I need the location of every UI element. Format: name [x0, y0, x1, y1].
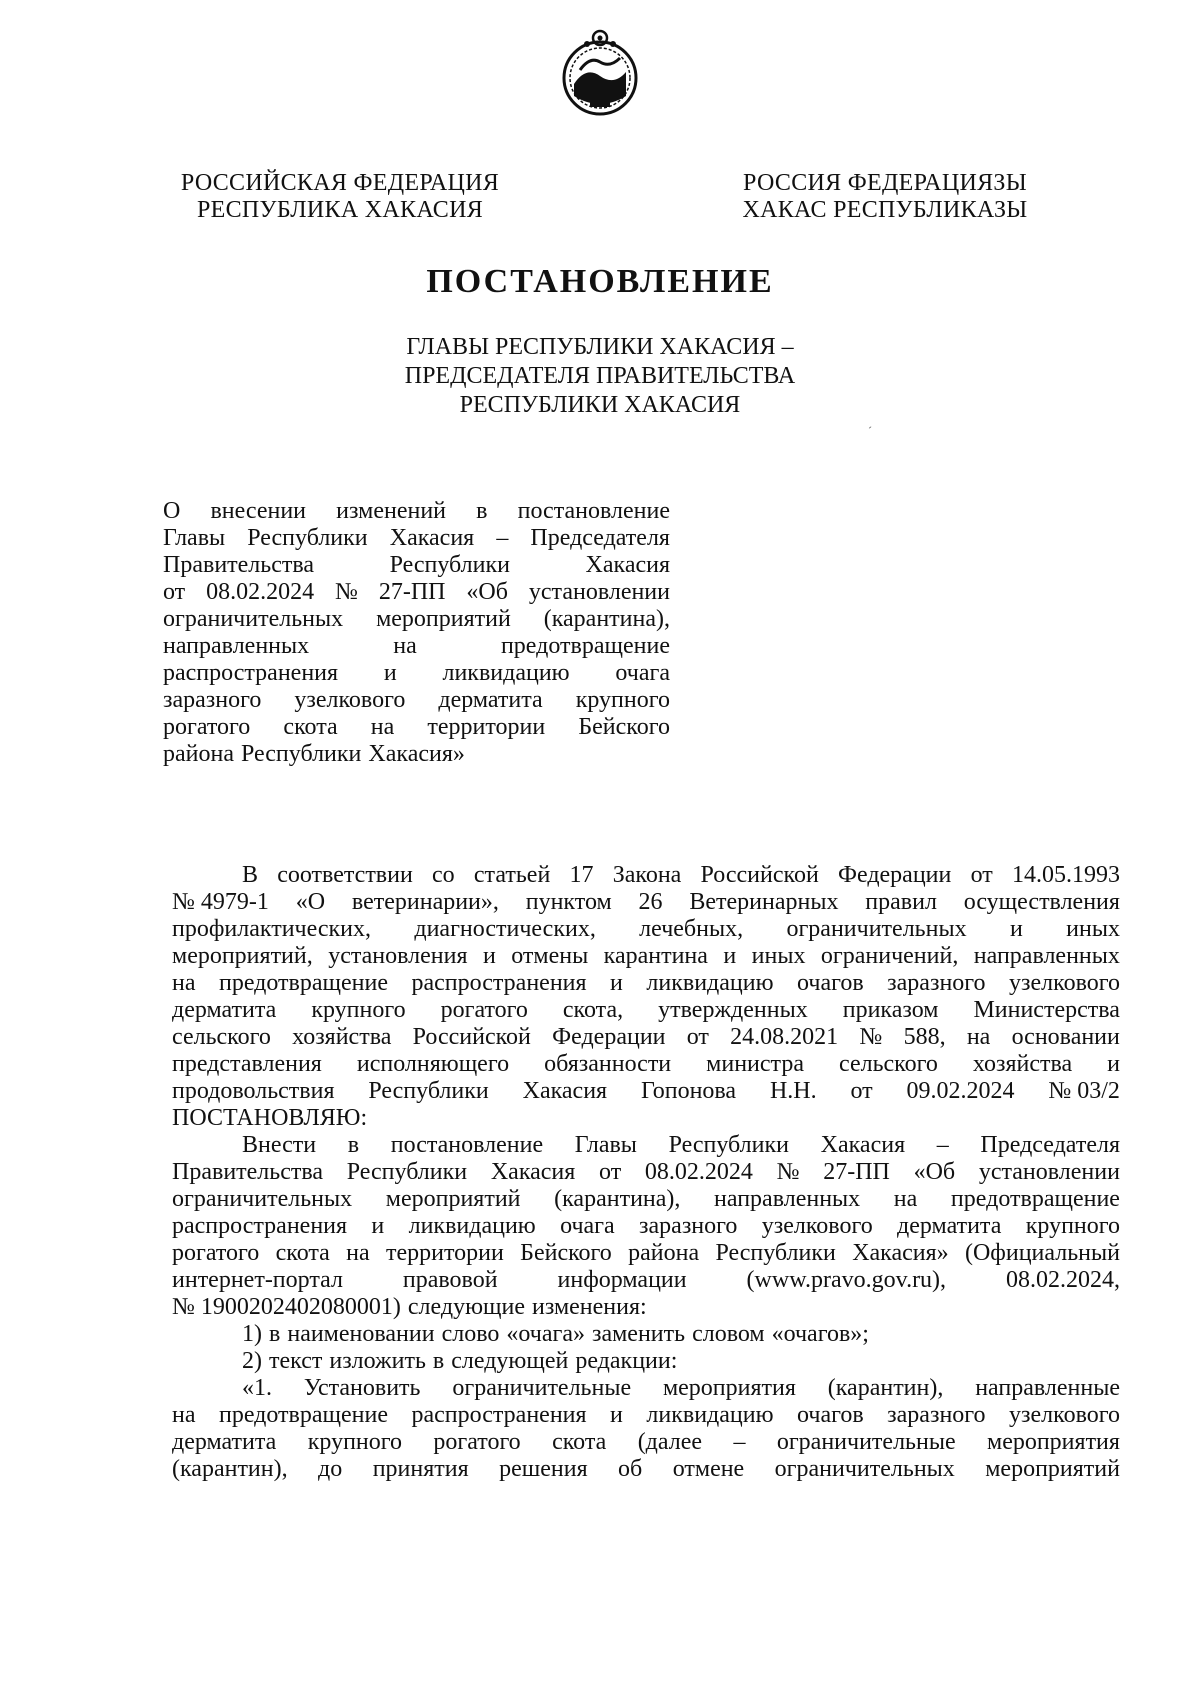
subject-line: [163, 606, 670, 633]
subject-line: [163, 498, 670, 525]
word: от: [686, 1024, 709, 1050]
word: узелкового: [1009, 1402, 1120, 1428]
body-line: [172, 1240, 1120, 1267]
word: дерматита: [438, 687, 543, 713]
word: Главы: [163, 525, 226, 551]
word: «Об: [913, 1159, 956, 1185]
word: интернет-портал: [172, 1267, 343, 1293]
word: Бейского: [520, 1240, 612, 1266]
header-russian-line: РЕСПУБЛИКА ХАКАСИЯ: [196, 197, 484, 223]
word: (карантина),: [554, 1186, 681, 1212]
word: узелкового: [1009, 970, 1120, 996]
word: основании: [1011, 1024, 1120, 1050]
body-line: [172, 1294, 1120, 1321]
word: В: [242, 862, 259, 888]
word: на: [370, 714, 395, 740]
word: дерматита: [897, 1213, 1002, 1239]
word: в: [347, 1132, 360, 1158]
word: ограничительные: [452, 1375, 632, 1401]
word: Федерации: [552, 1024, 666, 1050]
word: ликвидацию: [442, 660, 570, 686]
authority-line: ПРЕДСЕДАТЕЛЯ ПРАВИТЕЛЬСТВА: [404, 363, 796, 389]
word: Республики: [241, 741, 362, 767]
word: заразного: [163, 687, 262, 713]
word: от: [163, 579, 186, 605]
word: Хакасия: [389, 525, 475, 551]
scan-mark: ˊ: [868, 424, 872, 438]
subject-line: [163, 579, 670, 606]
word: Республики: [389, 552, 510, 578]
word: осуществления: [963, 889, 1120, 915]
word: О: [163, 498, 181, 524]
body-line: [172, 1267, 1120, 1294]
word: направленных: [973, 943, 1120, 969]
word: Ветеринарных: [689, 889, 839, 915]
word: ликвидацию: [646, 1402, 774, 1428]
word: предотвращение: [218, 970, 389, 996]
subject-line: [163, 525, 670, 552]
word: Республики: [346, 1159, 468, 1185]
word: очагов: [797, 1402, 864, 1428]
word: 26: [638, 889, 663, 915]
word: в: [432, 1348, 445, 1374]
word: очагов: [797, 970, 864, 996]
subject-line: [163, 714, 670, 741]
word: следующие: [407, 1294, 525, 1320]
word: изложить: [329, 1348, 426, 1374]
word: –: [496, 525, 509, 551]
word: мероприятия: [662, 1375, 796, 1401]
word: Внести: [242, 1132, 317, 1158]
word: продовольствия: [172, 1078, 335, 1104]
body-line: [172, 1132, 1120, 1159]
word: узелкового: [761, 1213, 873, 1239]
word: «очага»: [506, 1321, 585, 1347]
word: крупного: [1025, 1213, 1120, 1239]
word: пунктом: [525, 889, 612, 915]
document-subject: [163, 498, 670, 768]
header-russian-line: РОССИЙСКАЯ ФЕДЕРАЦИЯ: [180, 170, 500, 196]
body-line: [172, 997, 1120, 1024]
word: изменений: [336, 498, 447, 524]
word: профилактических,: [172, 916, 372, 942]
authority-line: ГЛАВЫ РЕСПУБЛИКИ ХАКАСИЯ –: [406, 334, 794, 360]
word: со: [432, 862, 455, 888]
word: на: [893, 1186, 918, 1212]
word: ограничительных: [786, 916, 967, 942]
body-line: [172, 970, 1120, 997]
word: Российской: [700, 862, 819, 888]
word: предотвращение: [950, 1186, 1120, 1212]
word: (www.pravo.gov.ru),: [746, 1267, 947, 1293]
word: на: [393, 633, 417, 659]
word: Хакасия»: [368, 741, 465, 767]
word: дерматита: [172, 1429, 277, 1455]
word: ограничительных: [163, 606, 344, 632]
word: Республики: [247, 525, 368, 551]
word: на: [172, 1402, 196, 1428]
word: и: [1009, 916, 1023, 942]
word: очага: [560, 1213, 615, 1239]
body-line: [172, 1321, 1120, 1348]
word: № 1900202402080001): [172, 1294, 401, 1320]
word: «1.: [242, 1375, 272, 1401]
word: территории: [386, 1240, 504, 1266]
word: Правительства: [172, 1159, 324, 1185]
body-line: [172, 1105, 1120, 1132]
word: статьей: [473, 862, 551, 888]
word: сельского: [839, 1051, 938, 1077]
word: ограничений,: [820, 943, 959, 969]
word: принятия: [372, 1456, 469, 1482]
word: Хакасия»: [852, 1240, 949, 1266]
word: скота: [283, 714, 338, 740]
khakassia-coat-of-arms-emblem: [560, 26, 640, 120]
word: 2): [242, 1348, 262, 1374]
word: района: [628, 1240, 700, 1266]
word: правовой: [402, 1267, 498, 1293]
word: распространения: [172, 1213, 348, 1239]
word: от: [850, 1078, 873, 1104]
word: на: [172, 970, 196, 996]
word: предотвращение: [500, 633, 670, 659]
word: и: [723, 943, 737, 969]
word: (Официальный: [964, 1240, 1120, 1266]
word: мероприятий: [385, 1186, 521, 1212]
word: района: [163, 741, 234, 767]
word: (карантин),: [172, 1456, 288, 1482]
word: хозяйства: [972, 1051, 1073, 1077]
word: (карантина),: [543, 606, 670, 632]
word: предотвращение: [218, 1402, 389, 1428]
subject-line: [163, 633, 670, 660]
word: обязанности: [544, 1051, 672, 1077]
header-khakas: [730, 170, 1040, 224]
body-line: [172, 916, 1120, 943]
word: (далее: [637, 1429, 703, 1455]
word: Закона: [612, 862, 682, 888]
body-line: [172, 889, 1120, 916]
word: и: [610, 1402, 623, 1428]
word: Гопонова: [640, 1078, 737, 1104]
word: решения: [499, 1456, 588, 1482]
word: мероприятий: [376, 606, 511, 632]
word: 27-ПП: [378, 579, 446, 605]
word: Председателя: [530, 525, 670, 551]
word: в: [476, 498, 488, 524]
word: отмены: [511, 943, 589, 969]
word: 24.08.2021: [730, 1024, 839, 1050]
word: крупного: [307, 1429, 402, 1455]
word: исполняющего: [356, 1051, 510, 1077]
body-line: [172, 1375, 1120, 1402]
word: на: [966, 1024, 991, 1050]
word: Республики: [368, 1078, 489, 1104]
word: рогатого: [440, 997, 528, 1023]
word: Н.Н.: [769, 1078, 817, 1104]
word: информации: [557, 1267, 687, 1293]
body-line: [172, 1051, 1120, 1078]
issuing-authority: [0, 333, 1200, 420]
word: ограничительные: [776, 1429, 956, 1455]
word: 08.02.2024,: [1005, 1267, 1120, 1293]
word: изменения:: [531, 1294, 647, 1320]
header-khakas-line: РОССИЯ ФЕДЕРАЦИЯЗЫ: [743, 170, 1027, 196]
word: –: [733, 1429, 746, 1455]
word: направленных: [714, 1186, 861, 1212]
word: ограничительных: [774, 1456, 955, 1482]
document-type-title: ПОСТАНОВЛЕНИЕ: [426, 263, 774, 300]
word: Республики: [715, 1240, 836, 1266]
word: скота: [552, 1429, 607, 1455]
word: ликвидацию: [408, 1213, 536, 1239]
word: заразного: [887, 1402, 986, 1428]
word: сельского: [172, 1024, 271, 1050]
word: распространения: [411, 970, 587, 996]
word: наименовании: [287, 1321, 435, 1347]
body-line: [172, 1159, 1120, 1186]
word: №: [335, 579, 358, 605]
word: дерматита: [172, 997, 277, 1023]
word: в: [269, 1321, 281, 1347]
header-russian: [175, 170, 505, 224]
word: правил: [865, 889, 937, 915]
word: утвержденных: [658, 997, 808, 1023]
body-line: [172, 1024, 1120, 1051]
subject-line: [163, 687, 670, 714]
body-line: [172, 1078, 1120, 1105]
word: «Об: [466, 579, 508, 605]
word: постановление: [390, 1132, 544, 1158]
word: ограничительных: [172, 1186, 353, 1212]
word: заменить: [591, 1321, 686, 1347]
word: распространения: [411, 1402, 587, 1428]
word: установления: [328, 943, 468, 969]
word: узелкового: [294, 687, 406, 713]
word: рогатого: [163, 714, 251, 740]
word: редакции:: [575, 1348, 678, 1374]
word: Установить: [303, 1375, 421, 1401]
word: текст: [269, 1348, 323, 1374]
body-line: [172, 862, 1120, 889]
authority-line: РЕСПУБЛИКИ ХАКАСИЯ: [459, 392, 741, 418]
word: словом: [692, 1321, 765, 1347]
word: № 03/2: [1048, 1078, 1120, 1104]
word: ветеринарии»,: [351, 889, 499, 915]
word: до: [318, 1456, 343, 1482]
word: рогатого: [433, 1429, 521, 1455]
word: №: [859, 1024, 883, 1050]
word: №: [776, 1159, 800, 1185]
word: и: [371, 1213, 385, 1239]
word: Российской: [412, 1024, 531, 1050]
word: ликвидацию: [646, 970, 774, 996]
word: и: [482, 943, 496, 969]
word: очага: [615, 660, 670, 686]
word: соответствии: [277, 862, 413, 888]
word: 27-ПП: [823, 1159, 890, 1185]
word: 17: [569, 862, 594, 888]
word: отмене: [672, 1456, 745, 1482]
word: Республики: [668, 1132, 789, 1158]
word: и: [610, 970, 623, 996]
word: заразного: [887, 970, 986, 996]
subject-line: [163, 741, 670, 768]
body-line: [172, 1429, 1120, 1456]
word: Хакасия: [820, 1132, 906, 1158]
word: следующей: [451, 1348, 569, 1374]
word: приказом: [842, 997, 939, 1023]
word: установлении: [978, 1159, 1120, 1185]
word: «О: [295, 889, 326, 915]
body-line: [172, 1402, 1120, 1429]
word: 08.02.2024: [206, 579, 315, 605]
word: «очагов»;: [771, 1321, 869, 1347]
word: мероприятия: [987, 1429, 1120, 1455]
subject-line: [163, 660, 670, 687]
body-line: [172, 1456, 1120, 1483]
word: направленные: [975, 1375, 1120, 1401]
word: Бейского: [578, 714, 670, 740]
word: Хакасия: [490, 1159, 576, 1185]
word: и: [383, 660, 397, 686]
word: 14.05.1993: [1011, 862, 1120, 888]
word: Правительства: [163, 552, 315, 578]
word: Министерства: [973, 997, 1120, 1023]
body-line: [172, 943, 1120, 970]
word: мероприятий,: [172, 943, 313, 969]
subject-line: [163, 552, 670, 579]
word: слово: [441, 1321, 500, 1347]
word: хозяйства: [292, 1024, 392, 1050]
word: Председателя: [980, 1132, 1120, 1158]
body-line: [172, 1213, 1120, 1240]
word: заразного: [639, 1213, 738, 1239]
word: 09.02.2024: [906, 1078, 1015, 1104]
word: постановление: [517, 498, 670, 524]
word: Хакасия: [585, 552, 670, 578]
word: об: [618, 1456, 643, 1482]
word: скота: [275, 1240, 330, 1266]
body-line: [172, 1186, 1120, 1213]
word: № 4979-1: [172, 889, 269, 915]
word: лечебных,: [639, 916, 744, 942]
document-body: [172, 862, 1120, 1483]
word: иных: [1066, 916, 1120, 942]
word: на: [346, 1240, 370, 1266]
word: (карантин),: [827, 1375, 944, 1401]
word: иных: [751, 943, 806, 969]
word: Главы: [574, 1132, 637, 1158]
word: представления: [172, 1051, 322, 1077]
word: мероприятий: [985, 1456, 1120, 1482]
word: министра: [706, 1051, 804, 1077]
word: направленных: [163, 633, 310, 659]
word: крупного: [575, 687, 670, 713]
word: 1): [242, 1321, 262, 1347]
word: скота,: [562, 997, 624, 1023]
word: крупного: [311, 997, 406, 1023]
word: карантина: [603, 943, 708, 969]
body-line: [172, 1348, 1120, 1375]
word: ПОСТАНОВЛЯЮ:: [172, 1105, 368, 1131]
word: диагностических,: [414, 916, 596, 942]
word: территории: [427, 714, 546, 740]
word: установлении: [528, 579, 670, 605]
word: распространения: [163, 660, 339, 686]
word: –: [936, 1132, 949, 1158]
word: 588,: [903, 1024, 946, 1050]
word: и: [1107, 1051, 1120, 1077]
word: рогатого: [172, 1240, 260, 1266]
word: от: [970, 862, 993, 888]
header-khakas-line: ХАКАС РЕСПУБЛИКАЗЫ: [742, 197, 1028, 223]
word: от: [599, 1159, 622, 1185]
word: Федерации: [838, 862, 952, 888]
word: 08.02.2024: [644, 1159, 753, 1185]
word: Хакасия: [522, 1078, 608, 1104]
word: внесении: [210, 498, 307, 524]
